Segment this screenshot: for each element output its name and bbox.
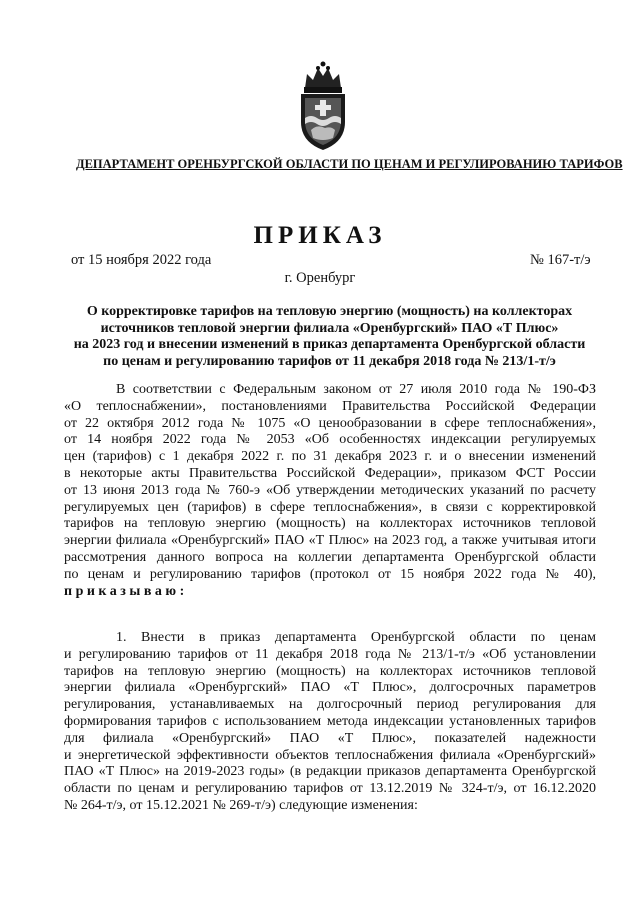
department-name: ДЕПАРТАМЕНТ ОРЕНБУРГСКОЙ ОБЛАСТИ ПО ЦЕНАМ И РЕГУЛИРОВАНИЮ ТАРИФОВ — [76, 157, 623, 171]
item-1-line: № 264-т/э, от 15.12.2021 № 269-т/э) следующие изменения: — [64, 797, 418, 813]
preamble-paragraph — [64, 382, 596, 600]
item-1-line: и регулированию тарифов от 11 декабря 2018 года № 213/1-т/э «Об установлении — [64, 646, 596, 662]
item-1-line: энергии филиала «Оренбургский» ПАО «Т Плюс», долгосрочных параметров — [64, 680, 596, 696]
item-1-line: ПАО «Т Плюс» на 2019-2023 годы» (в редакции приказов департамента Оренбургской — [64, 764, 596, 780]
order-date: от 15 ноября 2022 года — [71, 252, 212, 268]
item-1-line: для филиала «Оренбургский» ПАО «Т Плюс», показателей надежности — [64, 730, 596, 746]
preamble-line: энергии филиала «Оренбургский» ПАО «Т Плюс» на 2023 год, а также учитывая итоги — [64, 533, 596, 549]
preamble-line: цен (тарифов) с 1 декабря 2022 г. по 31 декабря 2023 г. и о внесении изменений — [64, 449, 596, 465]
preamble-line: регулируемых цен (тарифов) в сфере теплоснабжения», в связи с корректировкой — [64, 499, 596, 515]
subject-line: по ценам и регулированию тарифов от 11 декабря 2018 года № 213/1-т/э — [103, 353, 556, 369]
preamble-line: в некоторые акты Правительства Российской Федерации», приказом ФСТ России — [64, 465, 596, 481]
item-1-line: тарифов на тепловую энергию (мощность) на коллекторах источников тепловой — [64, 663, 596, 679]
preamble-line: от 14 ноября 2022 года № 2053 «Об особенностях индексации регулируемых — [64, 432, 596, 448]
preamble-line: тарифов на тепловую энергию (мощность) на коллекторах источников тепловой — [64, 516, 596, 532]
item-1-line: формирования тарифов с использованием метода индексации установленных тарифов — [64, 713, 596, 729]
order-subject — [62, 304, 597, 370]
item-1-line: регулирования, устанавливаемых на долгосрочный период регулирования для — [64, 697, 596, 713]
item-1-line: области по ценам и регулированию тарифов от 13.12.2019 № 324-т/э, от 16.12.2020 — [64, 781, 596, 797]
item-1-line: 1. Внести в приказ департамента Оренбургской области по ценам — [116, 630, 596, 645]
preamble-line: по ценам и регулированию тарифов (протокол от 15 ноября 2022 года № 40), — [64, 566, 596, 582]
subject-line: источников тепловой энергии филиала «Оренбургский» ПАО «Т Плюс» — [100, 320, 559, 336]
preamble-line: от 22 октября 2012 года № 1075 «О ценообразовании в сфере теплоснабжения», — [64, 415, 596, 431]
item-1-line: и энергетической эффективности объектов теплоснабжения филиала «Оренбургский» — [64, 747, 596, 763]
item-1-paragraph — [64, 630, 596, 815]
directive-word: приказываю: — [64, 583, 188, 599]
order-number: № 167-т/э — [530, 252, 591, 268]
preamble-line: «О теплоснабжении», постановлениями Правительства Российской Федерации — [64, 398, 596, 414]
subject-line: на 2023 год и внесении изменений в приказ департамента Оренбургской области — [73, 337, 586, 352]
order-city: г. Оренбург — [284, 270, 356, 286]
preamble-line: рассмотрения данного вопроса на коллегии департамента Оренбургской области — [64, 549, 596, 565]
preamble-line: от 13 июня 2013 года № 760-э «Об утверждении методических указаний по расчету — [64, 482, 596, 498]
coat-of-arms-emblem — [293, 58, 353, 154]
document-title: ПРИКАЗ — [253, 222, 387, 249]
preamble-line: В соответствии с Федеральным законом от 27 июля 2010 года № 190-ФЗ — [116, 382, 596, 397]
subject-line: О корректировке тарифов на тепловую энергию (мощность) на коллекторах — [86, 304, 573, 319]
